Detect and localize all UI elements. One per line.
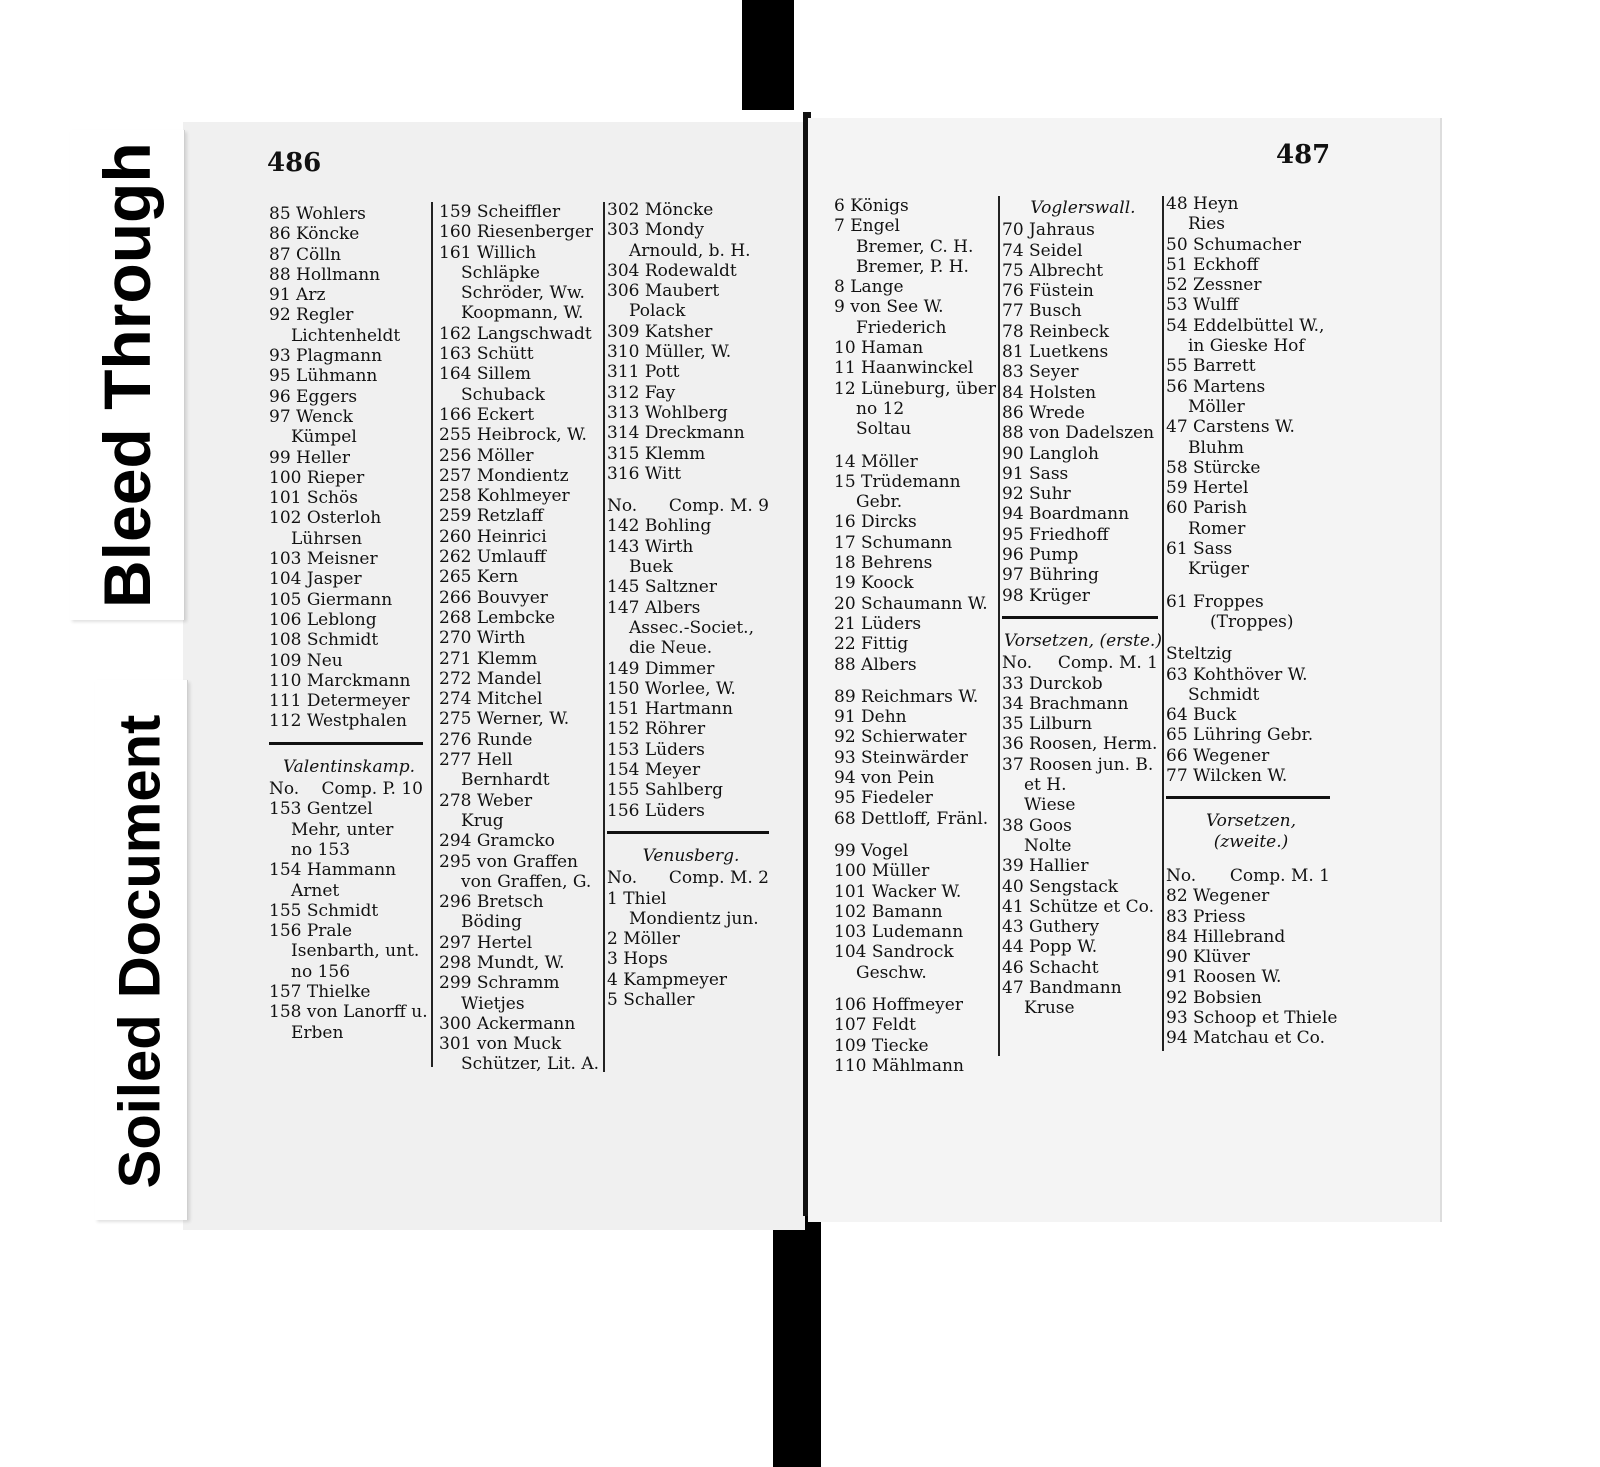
directory-entry: 145 Saltzner bbox=[607, 577, 717, 598]
directory-entry: 47 Bandmann bbox=[1002, 977, 1122, 998]
column-divider bbox=[431, 202, 433, 1067]
spacer bbox=[834, 440, 998, 452]
directory-entry: Friederich bbox=[856, 317, 947, 338]
directory-entry: 313 Wohlberg bbox=[607, 402, 728, 423]
directory-entry: 315 Klemm bbox=[607, 443, 706, 464]
directory-entry: 162 Langschwadt bbox=[439, 323, 592, 344]
directory-entry: 10 Haman bbox=[834, 338, 924, 359]
directory-entry: 88 Albers bbox=[834, 654, 917, 675]
directory-entry: 70 Jahraus bbox=[1002, 220, 1095, 241]
directory-entry: 270 Wirth bbox=[439, 628, 526, 649]
directory-entry: 102 Osterloh bbox=[269, 508, 382, 529]
header-comp: Comp. M. 2 bbox=[668, 868, 769, 889]
directory-entry: 311 Pott bbox=[607, 362, 680, 383]
directory-entry: 296 Bretsch bbox=[439, 892, 544, 913]
directory-entry: 142 Bohling bbox=[607, 516, 712, 537]
directory-entry: 58 Stürcke bbox=[1166, 457, 1261, 478]
directory-entry: 93 Schoop et Thiele bbox=[1166, 1007, 1338, 1028]
section-rule bbox=[1166, 796, 1330, 799]
directory-entry: Böding bbox=[461, 912, 522, 933]
column-divider bbox=[603, 202, 605, 1072]
directory-entry: 301 von Muck bbox=[439, 1034, 562, 1055]
page-left bbox=[183, 122, 805, 1230]
directory-entry: 91 Arz bbox=[269, 285, 326, 306]
directory-entry: 271 Klemm bbox=[439, 648, 538, 669]
directory-entry: 156 Lüders bbox=[607, 800, 705, 821]
directory-entry: 48 Heyn bbox=[1166, 194, 1239, 214]
directory-entry: Bremer, C. H. bbox=[856, 236, 974, 257]
directory-entry: 303 Mondy bbox=[607, 220, 704, 241]
directory-entry: 83 Seyer bbox=[1002, 362, 1079, 383]
directory-entry: 7 Engel bbox=[834, 216, 900, 237]
directory-entry: 96 Pump bbox=[1002, 545, 1079, 566]
column-header bbox=[1166, 866, 1336, 886]
directory-entry: 256 Möller bbox=[439, 445, 534, 466]
street-heading: Vorsetzen, (zweite.) bbox=[1205, 811, 1297, 852]
directory-entry: 316 Witt bbox=[607, 463, 682, 484]
directory-entry: 96 Eggers bbox=[269, 386, 358, 407]
directory-entry: 278 Weber bbox=[439, 790, 533, 811]
directory-entry: 85 Wohlers bbox=[269, 204, 366, 224]
directory-entry: Bluhm bbox=[1188, 437, 1244, 458]
directory-entry: 76 Füstein bbox=[1002, 281, 1094, 302]
directory-entry: 304 Rodewaldt bbox=[607, 260, 737, 281]
directory-entry: 39 Hallier bbox=[1002, 856, 1089, 877]
directory-entry: 35 Lilburn bbox=[1002, 714, 1093, 735]
section-rule bbox=[269, 742, 423, 745]
directory-entry: 92 Suhr bbox=[1002, 484, 1071, 505]
directory-entry: 105 Giermann bbox=[269, 589, 393, 610]
column-divider bbox=[1162, 196, 1164, 1051]
directory-entry: 109 Neu bbox=[269, 650, 343, 671]
directory-entry: 99 Heller bbox=[269, 447, 350, 468]
directory-entry: 83 Priess bbox=[1166, 906, 1246, 927]
directory-entry: 43 Guthery bbox=[1002, 917, 1100, 938]
directory-entry: 95 Friedhoff bbox=[1002, 524, 1109, 545]
directory-entry: 77 Wilcken W. bbox=[1166, 766, 1288, 787]
column-left-2 bbox=[439, 202, 605, 1075]
directory-entry: 300 Ackermann bbox=[439, 1013, 576, 1034]
column-header bbox=[607, 868, 775, 888]
directory-entry: 89 Reichmars W. bbox=[834, 686, 979, 707]
directory-entry: 306 Maubert bbox=[607, 281, 720, 302]
soiled-document-label: Soiled Document bbox=[107, 714, 173, 1189]
column-right-1 bbox=[834, 196, 998, 1076]
directory-entry: 106 Hoffmeyer bbox=[834, 994, 963, 1015]
directory-entry: 104 Sandrock bbox=[834, 942, 954, 963]
directory-entry: 110 Mählmann bbox=[834, 1055, 964, 1076]
directory-entry: Isenbarth, unt. bbox=[291, 941, 420, 962]
directory-entry: 36 Roosen, Herm. bbox=[1002, 734, 1158, 755]
directory-entry: 160 Riesenberger bbox=[439, 222, 594, 243]
directory-entry: 262 Umlauff bbox=[439, 547, 546, 568]
directory-entry: 255 Heibrock, W. bbox=[439, 425, 587, 446]
directory-entry: 18 Behrens bbox=[834, 553, 933, 574]
directory-entry: 3 Hops bbox=[607, 949, 668, 970]
directory-entry: Möller bbox=[1188, 396, 1245, 417]
directory-entry: 309 Katsher bbox=[607, 321, 713, 342]
directory-entry: 108 Schmidt bbox=[269, 630, 379, 651]
directory-entry: 86 Wrede bbox=[1002, 402, 1085, 423]
directory-entry: Kruse bbox=[1024, 998, 1075, 1019]
directory-entry: 14 Möller bbox=[834, 451, 918, 472]
directory-entry: 8 Lange bbox=[834, 277, 904, 298]
directory-entry: 150 Worlee, W. bbox=[607, 678, 736, 699]
directory-entry: 68 Dettloff, Fränl. bbox=[834, 808, 989, 829]
directory-entry: Arnould, b. H. bbox=[629, 240, 751, 261]
directory-entry: Lührsen bbox=[291, 528, 363, 549]
directory-entry: 90 Langloh bbox=[1002, 443, 1099, 464]
directory-entry: 276 Runde bbox=[439, 729, 533, 750]
header-comp: Comp. P. 10 bbox=[321, 779, 423, 800]
bleed-through-tab bbox=[70, 130, 185, 620]
street-heading: Venusberg. bbox=[642, 845, 740, 866]
directory-entry: Romer bbox=[1188, 518, 1246, 539]
directory-entry: 16 Dircks bbox=[834, 512, 917, 533]
directory-entry: 47 Carstens W. bbox=[1166, 417, 1295, 438]
directory-entry: Gebr. bbox=[856, 492, 903, 513]
directory-entry: 109 Tiecke bbox=[834, 1035, 929, 1056]
directory-entry: 52 Zessner bbox=[1166, 275, 1262, 296]
directory-entry: et H. bbox=[1024, 775, 1067, 796]
directory-entry: 86 Köncke bbox=[269, 224, 360, 245]
directory-entry: 156 Prale bbox=[269, 921, 353, 942]
directory-entry: 64 Buck bbox=[1166, 705, 1237, 726]
directory-entry: 260 Heinrici bbox=[439, 526, 547, 547]
header-comp: Comp. M. 9 bbox=[668, 496, 769, 517]
street-heading: Voglerswall. bbox=[1030, 198, 1136, 218]
directory-entry: 112 Westphalen bbox=[269, 711, 407, 732]
directory-entry: 302 Möncke bbox=[607, 200, 714, 220]
directory-entry: 155 Sahlberg bbox=[607, 780, 723, 801]
directory-entry: 298 Mundt, W. bbox=[439, 952, 565, 973]
directory-entry: Koopmann, W. bbox=[461, 303, 584, 324]
directory-entry: 104 Jasper bbox=[269, 569, 362, 590]
directory-entry: 99 Vogel bbox=[834, 840, 909, 861]
directory-entry: 95 Fiedeler bbox=[834, 788, 933, 809]
directory-entry: 155 Schmidt bbox=[269, 900, 379, 921]
directory-entry: Krüger bbox=[1188, 559, 1249, 580]
directory-entry: Mehr, unter bbox=[291, 819, 394, 840]
directory-entry: 97 Wenck bbox=[269, 406, 353, 427]
directory-entry: 277 Hell bbox=[439, 750, 513, 771]
directory-entry: 38 Goos bbox=[1002, 815, 1072, 836]
soiled-document-tab bbox=[95, 680, 188, 1220]
directory-entry: 19 Koock bbox=[834, 573, 914, 594]
directory-entry: von Graffen, G. bbox=[461, 871, 592, 892]
directory-entry: 20 Schaumann W. bbox=[834, 593, 988, 614]
directory-entry: 4 Kampmeyer bbox=[607, 969, 728, 990]
directory-entry: 153 Gentzel bbox=[269, 799, 373, 820]
directory-entry: 2 Möller bbox=[607, 929, 680, 950]
directory-entry: 82 Wegener bbox=[1166, 886, 1270, 907]
directory-entry: 95 Lühmann bbox=[269, 366, 378, 387]
bleed-through-label: Bleed Through bbox=[90, 142, 164, 608]
directory-entry: 92 Schierwater bbox=[834, 727, 967, 748]
directory-entry: 37 Roosen jun. B. bbox=[1002, 754, 1154, 775]
directory-entry: 257 Mondientz bbox=[439, 465, 569, 486]
directory-entry: 84 Hillebrand bbox=[1166, 926, 1286, 947]
directory-entry: 152 Röhrer bbox=[607, 719, 706, 740]
header-comp: Comp. M. 1 bbox=[1229, 865, 1330, 886]
directory-entry: 147 Albers bbox=[607, 597, 701, 618]
directory-entry: 55 Barrett bbox=[1166, 356, 1256, 377]
directory-entry: Schmidt bbox=[1188, 684, 1260, 705]
directory-entry: 101 Wacker W. bbox=[834, 881, 962, 902]
directory-entry: 97 Bühring bbox=[1002, 565, 1099, 586]
directory-entry: 88 Hollmann bbox=[269, 264, 381, 285]
section-rule bbox=[607, 831, 769, 834]
directory-entry: 149 Dimmer bbox=[607, 658, 715, 679]
directory-entry: 81 Luetkens bbox=[1002, 342, 1109, 363]
spacer bbox=[834, 675, 998, 687]
directory-entry: 92 Regler bbox=[269, 305, 354, 326]
directory-entry: 40 Sengstack bbox=[1002, 876, 1119, 897]
directory-entry: 102 Bamann bbox=[834, 901, 943, 922]
header-comp: Comp. M. 1 bbox=[1057, 653, 1158, 674]
directory-entry: 53 Wulff bbox=[1166, 295, 1239, 316]
directory-entry: 84 Holsten bbox=[1002, 382, 1097, 403]
directory-entry: Buek bbox=[629, 557, 673, 578]
directory-entry: 110 Marckmann bbox=[269, 670, 411, 691]
directory-entry: 103 Meisner bbox=[269, 549, 378, 570]
directory-entry: Schuback bbox=[461, 384, 545, 405]
directory-entry: 164 Sillem bbox=[439, 364, 531, 385]
directory-entry: 88 von Dadelszen bbox=[1002, 423, 1155, 444]
page-number-left: 486 bbox=[267, 148, 322, 178]
directory-entry: Assec.-Societ., bbox=[629, 617, 754, 638]
directory-entry: 51 Eckhoff bbox=[1166, 254, 1259, 275]
spacer bbox=[834, 829, 998, 841]
directory-entry: Schützer, Lit. A. bbox=[461, 1054, 600, 1075]
directory-entry: 44 Popp W. bbox=[1002, 937, 1098, 958]
directory-entry: (Troppes) bbox=[1210, 611, 1294, 632]
directory-entry: 91 Roosen W. bbox=[1166, 967, 1282, 988]
directory-entry: 266 Bouvyer bbox=[439, 587, 548, 608]
directory-entry: Wietjes bbox=[461, 993, 525, 1014]
directory-entry: 294 Gramcko bbox=[439, 831, 555, 852]
directory-entry: 17 Schumann bbox=[834, 532, 953, 553]
directory-entry: 151 Hartmann bbox=[607, 699, 733, 720]
directory-entry: Kümpel bbox=[291, 427, 357, 448]
directory-entry: 258 Kohlmeyer bbox=[439, 486, 570, 507]
directory-entry: 154 Hammann bbox=[269, 860, 397, 881]
directory-entry: 15 Trüdemann bbox=[834, 471, 961, 492]
directory-entry: 21 Lüders bbox=[834, 613, 922, 634]
directory-entry: Erben bbox=[291, 1022, 344, 1043]
directory-entry: no 12 bbox=[856, 398, 905, 419]
column-left-3 bbox=[607, 200, 775, 1010]
directory-entry: 87 Cölln bbox=[269, 244, 342, 265]
directory-entry: Bremer, P. H. bbox=[856, 256, 969, 277]
binding-strip-top bbox=[742, 0, 794, 110]
directory-entry: no 156 bbox=[291, 961, 351, 982]
directory-entry: 54 Eddelbüttel W., bbox=[1166, 315, 1325, 336]
directory-entry: no 153 bbox=[291, 839, 351, 860]
directory-entry: 1 Thiel bbox=[607, 888, 667, 909]
directory-entry: Schröder, Ww. bbox=[461, 283, 585, 304]
spacer bbox=[1166, 580, 1336, 592]
directory-entry: 11 Haanwinckel bbox=[834, 358, 974, 379]
directory-entry: 259 Retzlaff bbox=[439, 506, 544, 527]
directory-entry: 111 Determeyer bbox=[269, 691, 410, 712]
directory-entry: 93 Steinwärder bbox=[834, 747, 968, 768]
spacer bbox=[1166, 632, 1336, 644]
spacer bbox=[1166, 854, 1336, 866]
directory-entry: 100 Rieper bbox=[269, 467, 365, 488]
directory-entry: 158 von Lanorff u. bbox=[269, 1002, 428, 1023]
directory-entry: 312 Fay bbox=[607, 382, 676, 403]
directory-entry: 101 Schös bbox=[269, 488, 358, 509]
column-header bbox=[269, 779, 429, 799]
column-header bbox=[1002, 653, 1164, 673]
page-right bbox=[808, 118, 1442, 1222]
header-no: No. bbox=[1166, 865, 1197, 886]
directory-entry: 74 Seidel bbox=[1002, 240, 1083, 261]
directory-entry: 91 Sass bbox=[1002, 463, 1069, 484]
directory-entry: 94 Boardmann bbox=[1002, 504, 1130, 525]
directory-entry: 66 Wegener bbox=[1166, 745, 1270, 766]
header-no: No. bbox=[269, 779, 300, 800]
directory-entry: 310 Müller, W. bbox=[607, 342, 732, 363]
directory-entry: Bernhardt bbox=[461, 770, 550, 791]
directory-entry: 166 Eckert bbox=[439, 404, 535, 425]
column-right-3 bbox=[1166, 194, 1336, 1049]
directory-entry: 107 Feldt bbox=[834, 1015, 916, 1036]
directory-entry: 90 Klüver bbox=[1166, 947, 1250, 968]
spacer bbox=[607, 484, 775, 496]
directory-entry: Arnet bbox=[291, 880, 340, 901]
directory-entry: 6 Königs bbox=[834, 196, 909, 216]
directory-entry: 63 Kohthöver W. bbox=[1166, 664, 1308, 685]
header-no: No. bbox=[607, 496, 638, 517]
directory-entry: Wiese bbox=[1024, 795, 1076, 816]
directory-entry: Schläpke bbox=[461, 262, 540, 283]
directory-entry: 314 Dreckmann bbox=[607, 423, 745, 444]
directory-entry: 59 Hertel bbox=[1166, 478, 1249, 499]
directory-entry: 33 Durckob bbox=[1002, 673, 1103, 694]
directory-entry: 275 Werner, W. bbox=[439, 709, 570, 730]
column-header bbox=[607, 496, 775, 516]
directory-entry: 56 Martens bbox=[1166, 376, 1266, 397]
directory-entry: 154 Meyer bbox=[607, 760, 701, 781]
directory-entry: 91 Dehn bbox=[834, 707, 907, 728]
directory-entry: 103 Ludemann bbox=[834, 922, 964, 943]
directory-entry: Lichtenheldt bbox=[291, 325, 401, 346]
binding-strip-bottom bbox=[773, 1196, 821, 1467]
directory-entry: 93 Plagmann bbox=[269, 346, 383, 367]
directory-entry: 12 Lüneburg, über bbox=[834, 378, 996, 399]
directory-entry: Nolte bbox=[1024, 835, 1072, 856]
directory-entry: Steltzig bbox=[1166, 644, 1233, 665]
directory-entry: 143 Wirth bbox=[607, 536, 694, 557]
directory-entry: 9 von See W. bbox=[834, 297, 944, 318]
directory-entry: Krug bbox=[461, 810, 504, 831]
header-no: No. bbox=[607, 868, 638, 889]
directory-entry: 34 Brachmann bbox=[1002, 693, 1129, 714]
directory-entry: 274 Mitchel bbox=[439, 689, 543, 710]
page-number-right: 487 bbox=[1276, 140, 1331, 170]
directory-entry: 161 Willich bbox=[439, 242, 537, 263]
spacer bbox=[834, 983, 998, 995]
directory-entry: 100 Müller bbox=[834, 861, 930, 882]
directory-entry: Mondientz jun. bbox=[629, 908, 759, 929]
directory-entry: 98 Krüger bbox=[1002, 585, 1090, 606]
directory-entry: Polack bbox=[629, 301, 686, 322]
directory-entry: 272 Mandel bbox=[439, 668, 542, 689]
directory-entry: 94 Matchau et Co. bbox=[1166, 1028, 1326, 1049]
column-right-2 bbox=[1002, 196, 1164, 1019]
directory-entry: 295 von Graffen bbox=[439, 851, 578, 872]
directory-entry: 268 Lembcke bbox=[439, 607, 556, 628]
column-divider bbox=[998, 196, 1000, 1056]
directory-entry: 65 Lühring Gebr. bbox=[1166, 725, 1314, 746]
directory-entry: in Gieske Hof bbox=[1188, 336, 1305, 357]
directory-entry: 159 Scheiffler bbox=[439, 202, 561, 222]
directory-entry: 22 Fittig bbox=[834, 634, 909, 655]
directory-entry: 297 Hertel bbox=[439, 932, 533, 953]
directory-entry: 50 Schumacher bbox=[1166, 234, 1302, 255]
directory-entry: 92 Bobsien bbox=[1166, 987, 1262, 1008]
directory-entry: 299 Schramm bbox=[439, 973, 560, 994]
section-rule bbox=[1002, 616, 1158, 619]
directory-entry: Ries bbox=[1188, 214, 1226, 235]
directory-entry: 41 Schütze et Co. bbox=[1002, 896, 1154, 917]
directory-entry: 106 Leblong bbox=[269, 609, 377, 630]
directory-entry: 78 Reinbeck bbox=[1002, 321, 1110, 342]
directory-entry: 153 Lüders bbox=[607, 739, 705, 760]
directory-entry: 60 Parish bbox=[1166, 498, 1248, 519]
street-heading: Valentinskamp. bbox=[282, 756, 416, 777]
directory-entry: 75 Albrecht bbox=[1002, 260, 1104, 281]
directory-entry: 157 Thielke bbox=[269, 981, 371, 1002]
directory-entry: 46 Schacht bbox=[1002, 957, 1099, 978]
directory-entry: Soltau bbox=[856, 419, 912, 440]
directory-entry: 61 Sass bbox=[1166, 539, 1233, 560]
directory-entry: 265 Kern bbox=[439, 567, 519, 588]
directory-entry: die Neue. bbox=[629, 638, 713, 659]
directory-entry: 77 Busch bbox=[1002, 301, 1082, 322]
street-heading: Vorsetzen, (erste.) bbox=[1004, 630, 1162, 651]
directory-entry: 61 Froppes bbox=[1166, 591, 1264, 612]
directory-entry: 94 von Pein bbox=[834, 768, 935, 789]
column-left-1 bbox=[269, 204, 429, 1043]
directory-entry: 5 Schaller bbox=[607, 989, 695, 1010]
header-no: No. bbox=[1002, 653, 1033, 674]
directory-entry: Geschw. bbox=[856, 962, 927, 983]
directory-entry: 163 Schütt bbox=[439, 344, 534, 365]
